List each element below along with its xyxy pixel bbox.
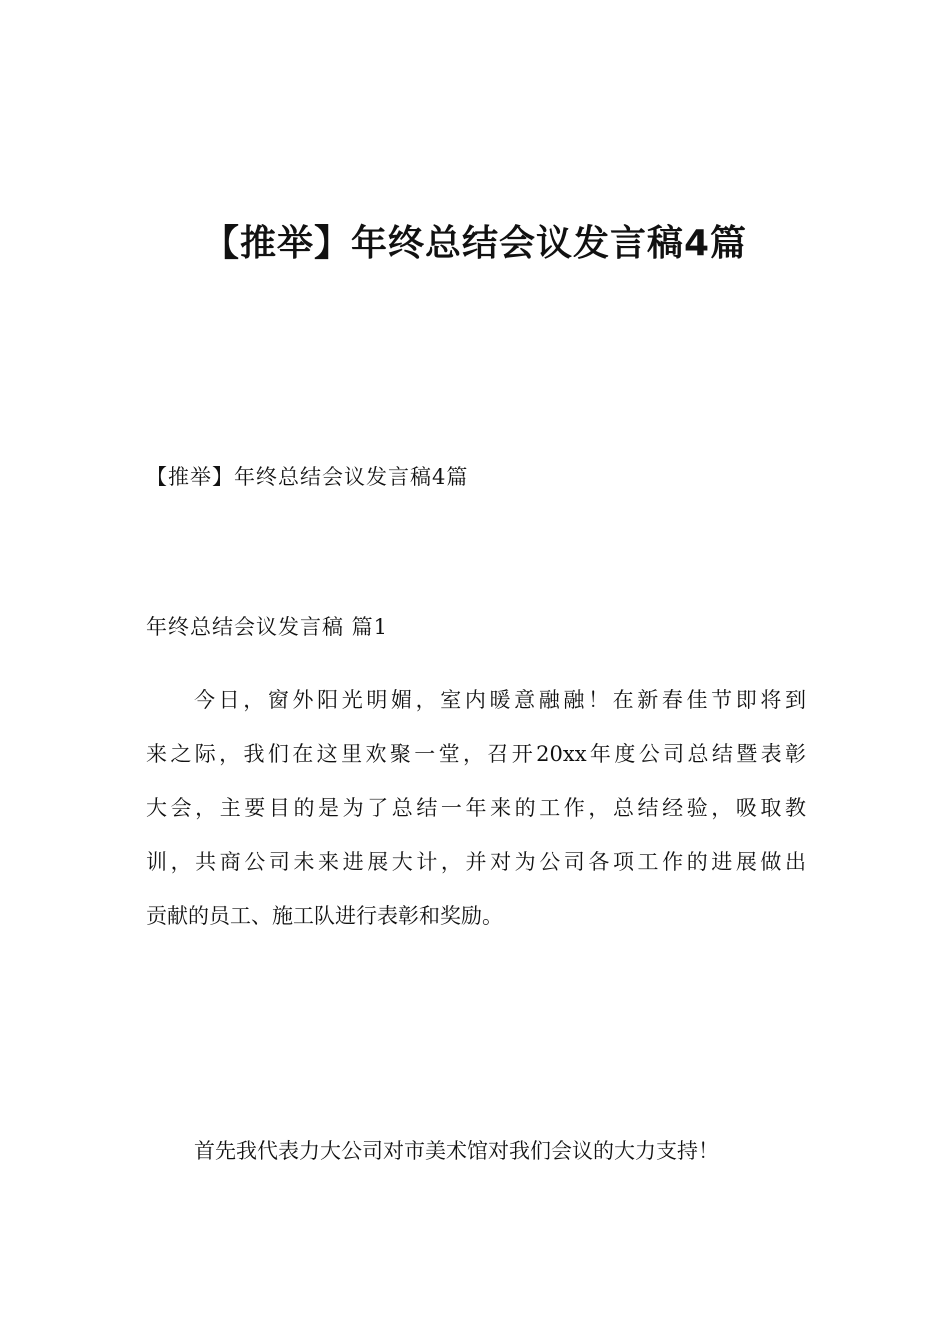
section-heading: 年终总结会议发言稿 篇1 <box>146 615 389 639</box>
paragraph-line: 贡献的员工、施工队进行表彰和奖励。 <box>146 904 503 928</box>
paragraph-line: 大会，主要目的是为了总结一年来的工作，总结经验，吸取教 <box>146 796 806 820</box>
paragraph-1 <box>146 682 806 952</box>
paragraph-line: 首先我代表力大公司对市美术馆对我们会议的大力支持！ <box>194 1139 719 1163</box>
document-title: 【推举】年终总结会议发言稿4篇 <box>202 223 748 264</box>
paragraph-2 <box>146 1133 806 1187</box>
paragraph-line: 今日，窗外阳光明媚，室内暖意融融！在新春佳节即将到 <box>194 688 806 712</box>
paragraph-line: 训，共商公司未来进展大计，并对为公司各项工作的进展做出 <box>146 850 806 874</box>
paragraph-line: 来之际，我们在这里欢聚一堂，召开20xx年度公司总结暨表彰 <box>146 742 806 766</box>
document-subtitle: 【推举】年终总结会议发言稿4篇 <box>146 465 469 489</box>
